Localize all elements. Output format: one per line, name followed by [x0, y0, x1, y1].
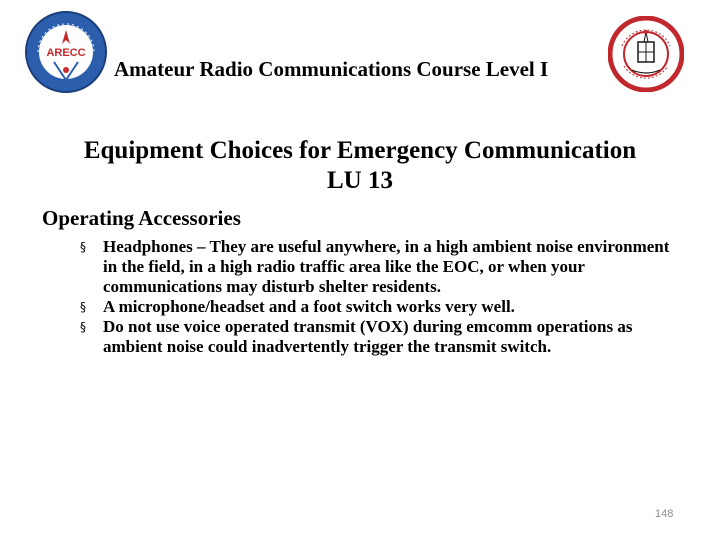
slide-title-line1: Equipment Choices for Emergency Communication — [83, 137, 637, 164]
bullet-item — [80, 297, 680, 317]
section-heading: Operating Accessories — [42, 206, 241, 230]
slide-title-line2: LU 13 — [327, 167, 393, 194]
bullet-text: Headphones – They are useful anywhere, in a high ambient noise environment in the field, in a high radio traffic area like the EOC, or when your communications may disturb shelter residents. — [103, 237, 670, 296]
arecc-logo — [24, 10, 108, 94]
page-number: 148 — [655, 508, 674, 520]
bullet-square-icon: § — [80, 240, 86, 254]
bullet-square-icon: § — [80, 300, 86, 314]
bullet-text: A microphone/headset and a foot switch works very well. — [103, 297, 515, 316]
ares-logo — [608, 16, 684, 92]
bullet-item — [80, 317, 680, 357]
bullet-list — [80, 237, 680, 357]
course-title: Amateur Radio Communications Course Level I — [114, 57, 549, 81]
bullet-square-icon: § — [80, 320, 86, 334]
slide-title — [0, 136, 720, 196]
bullet-text: Do not use voice operated transmit (VOX) during emcomm operations as ambient noise could inadvertently trigger the transmit switch. — [103, 317, 633, 356]
bullet-item — [80, 237, 680, 297]
arecc-logo-text: ARECC — [46, 47, 86, 59]
